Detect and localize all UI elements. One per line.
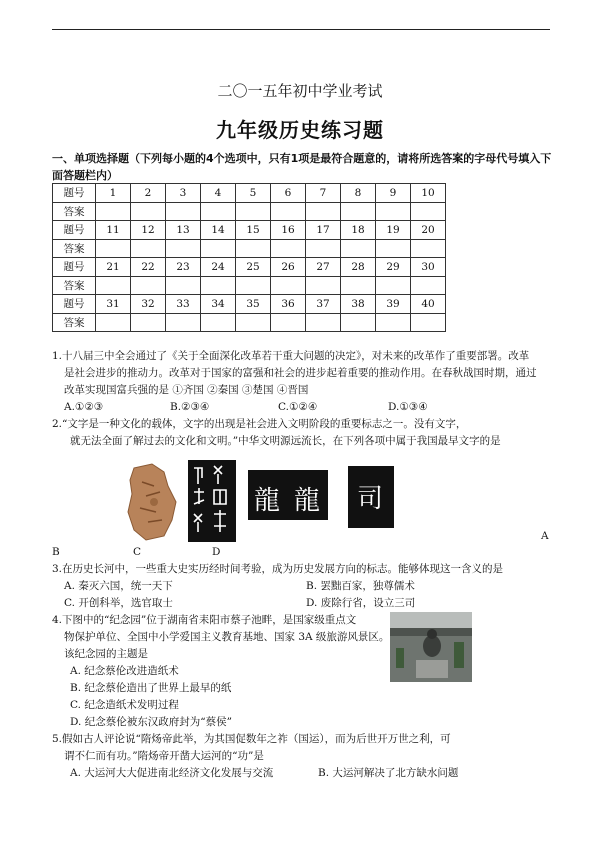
answer-cell[interactable]	[166, 313, 201, 332]
answer-cell[interactable]	[201, 239, 236, 258]
q1-line1: 1.十八届三中全会通过了《关于全面深化改革若干重大问题的决定》，对未来的改革作了重要部署。改革	[52, 350, 530, 362]
answer-cell[interactable]	[341, 202, 376, 221]
answer-cell[interactable]	[376, 239, 411, 258]
question-number-cell: 21	[96, 258, 131, 277]
row-label-number: 题号	[53, 258, 96, 277]
q4-line1: 4.下图中的“纪念园”位于湖南省耒阳市蔡子池畔，是国家级重点文	[52, 614, 357, 626]
q3-option-d: D. 废除行省，设立三司	[306, 597, 416, 609]
answer-table-number-row	[53, 221, 446, 240]
answer-cell[interactable]	[341, 239, 376, 258]
inscription-image	[188, 460, 236, 542]
question-number-cell: 37	[306, 295, 341, 314]
answer-cell[interactable]	[376, 202, 411, 221]
question-number-cell: 3	[166, 184, 201, 203]
question-number-cell: 27	[306, 258, 341, 277]
answer-cell[interactable]	[131, 202, 166, 221]
answer-cell[interactable]	[236, 313, 271, 332]
q2-label-d: D	[212, 546, 221, 558]
answer-cell[interactable]	[96, 202, 131, 221]
answer-cell[interactable]	[236, 202, 271, 221]
question-number-cell: 22	[131, 258, 166, 277]
q3-option-c: C. 开创科举，选官取士	[64, 597, 173, 609]
question-number-cell: 9	[376, 184, 411, 203]
question-number-cell: 31	[96, 295, 131, 314]
question-number-cell: 36	[271, 295, 306, 314]
question-number-cell: 11	[96, 221, 131, 240]
answer-cell[interactable]	[131, 313, 166, 332]
exam-title: 二〇一五年初中学业考试	[217, 82, 383, 100]
q3-option-b: B. 罢黜百家，独尊儒术	[306, 580, 415, 592]
question-number-cell: 39	[376, 295, 411, 314]
question-number-cell: 30	[411, 258, 446, 277]
q1-line2: 是社会进步的推动力。改革对于国家的富强和社会的进步起着重要的推动作用。在春秋战国时期，通过	[64, 367, 537, 379]
q4-option-b: B. 纪念蔡伦造出了世界上最早的纸	[70, 682, 232, 694]
answer-cell[interactable]	[306, 202, 341, 221]
q4-line2: 物保护单位、全国中小学爱国主义教育基地、国家 3A 级旅游风景区。	[64, 631, 390, 643]
question-number-cell: 19	[376, 221, 411, 240]
q5-line1: 5.假如古人评论说“隋炀帝此举，为其国促数年之祚（国运），而为后世开万世之利，可	[52, 733, 451, 745]
row-label-answer: 答案	[53, 202, 96, 221]
row-label-number: 题号	[53, 184, 96, 203]
seal-char-2: 龍	[294, 486, 321, 516]
answer-cell[interactable]	[236, 239, 271, 258]
answer-table-answer-row	[53, 276, 446, 295]
answer-table-number-row	[53, 184, 446, 203]
answer-cell[interactable]	[201, 202, 236, 221]
answer-cell[interactable]	[376, 313, 411, 332]
answer-cell[interactable]	[411, 239, 446, 258]
answer-cell[interactable]	[271, 313, 306, 332]
question-number-cell: 7	[306, 184, 341, 203]
question-number-cell: 24	[201, 258, 236, 277]
question-number-cell: 17	[306, 221, 341, 240]
question-number-cell: 1	[96, 184, 131, 203]
answer-table-number-row	[53, 258, 446, 277]
q4-line3: 该纪念园的主题是	[64, 648, 148, 660]
row-label-answer: 答案	[53, 276, 96, 295]
answer-cell[interactable]	[96, 239, 131, 258]
answer-cell[interactable]	[411, 276, 446, 295]
answer-cell[interactable]	[236, 276, 271, 295]
q3-stem: 3.在历史长河中，一些重大史实历经时间考验，成为历史发展方向的标志。能够体现这一含义的是	[52, 563, 504, 575]
oracle-bone-image	[124, 462, 180, 542]
row-label-answer: 答案	[53, 239, 96, 258]
q4-option-a: A. 纪念蔡伦改进造纸术	[70, 665, 179, 677]
answer-cell[interactable]	[306, 276, 341, 295]
paper-title: 九年级历史练习题	[216, 118, 384, 142]
q2-line2: 就无法全面了解过去的文化和文明。”中华文明源远流长，在下列各项中属于我国最早文字的是	[70, 435, 501, 447]
q2-line1: 2.“文字是一种文化的载体，文字的出现是社会进入文明阶段的重要标志之一。没有文字，	[52, 418, 467, 430]
question-number-cell: 33	[166, 295, 201, 314]
answer-table-number-row	[53, 295, 446, 314]
answer-cell[interactable]	[376, 276, 411, 295]
clerical-script-image	[348, 466, 394, 528]
answer-cell[interactable]	[271, 239, 306, 258]
q2-label-c: C	[133, 546, 142, 558]
q4-option-c: C. 纪念造纸术发明过程	[70, 699, 179, 711]
question-number-cell: 25	[236, 258, 271, 277]
question-number-cell: 4	[201, 184, 236, 203]
question-number-cell: 32	[131, 295, 166, 314]
q1-option-b: B.②③④	[170, 401, 210, 413]
question-number-cell: 18	[341, 221, 376, 240]
q4-option-d: D. 纪念蔡伦被东汉政府封为“蔡侯”	[70, 716, 232, 728]
answer-cell[interactable]	[306, 239, 341, 258]
question-number-cell: 38	[341, 295, 376, 314]
clerical-char: 司	[357, 484, 384, 514]
seal-char-1: 龍	[254, 486, 281, 516]
answer-cell[interactable]	[166, 276, 201, 295]
answer-table-answer-row	[53, 239, 446, 258]
q2-label-b: B	[52, 546, 60, 558]
answer-cell[interactable]	[271, 202, 306, 221]
question-number-cell: 35	[236, 295, 271, 314]
q1-line3: 改革实现国富兵强的是 ①齐国 ②秦国 ③楚国 ④晋国	[64, 384, 309, 396]
answer-cell[interactable]	[341, 313, 376, 332]
question-number-cell: 34	[201, 295, 236, 314]
answer-cell[interactable]	[131, 276, 166, 295]
question-number-cell: 2	[131, 184, 166, 203]
answer-cell[interactable]	[131, 239, 166, 258]
question-number-cell: 20	[411, 221, 446, 240]
q5-option-a: A. 大运河大大促进南北经济文化发展与交流	[70, 767, 274, 779]
section-title: 一、单项选择题（下列每小题的4个选项中，只有1项是最符合题意的，请将所选答案的字母代号填入下面答题栏内）	[52, 152, 552, 182]
question-number-cell: 8	[341, 184, 376, 203]
seal-script-image	[248, 470, 328, 520]
answer-table	[52, 183, 446, 332]
answer-cell[interactable]	[411, 202, 446, 221]
q1-option-c: C.①②④	[278, 401, 318, 413]
answer-cell[interactable]	[271, 276, 306, 295]
question-number-cell: 40	[411, 295, 446, 314]
question-number-cell: 15	[236, 221, 271, 240]
answer-table-answer-row	[53, 313, 446, 332]
question-number-cell: 12	[131, 221, 166, 240]
memorial-photo	[390, 612, 472, 682]
top-rule	[52, 29, 550, 30]
question-number-cell: 14	[201, 221, 236, 240]
q1-option-a: A.①②③	[64, 401, 104, 413]
question-number-cell: 10	[411, 184, 446, 203]
q5-option-b: B. 大运河解决了北方缺水问题	[318, 767, 459, 779]
row-label-answer: 答案	[53, 313, 96, 332]
question-number-cell: 28	[341, 258, 376, 277]
question-number-cell: 26	[271, 258, 306, 277]
answer-cell[interactable]	[166, 202, 201, 221]
question-number-cell: 16	[271, 221, 306, 240]
answer-cell[interactable]	[96, 276, 131, 295]
answer-cell[interactable]	[201, 313, 236, 332]
answer-table-answer-row	[53, 202, 446, 221]
answer-cell[interactable]	[96, 313, 131, 332]
question-number-cell: 29	[376, 258, 411, 277]
answer-cell[interactable]	[166, 239, 201, 258]
answer-cell[interactable]	[341, 276, 376, 295]
row-label-number: 题号	[53, 221, 96, 240]
row-label-number: 题号	[53, 295, 96, 314]
question-number-cell: 13	[166, 221, 201, 240]
q3-option-a: A. 秦灭六国，统一天下	[64, 580, 173, 592]
question-number-cell: 5	[236, 184, 271, 203]
q1-option-d: D.①③④	[388, 401, 428, 413]
question-number-cell: 23	[166, 258, 201, 277]
q2-label-a: A	[541, 530, 549, 542]
q5-line2: 谓不仁而有功。”隋炀帝开凿大运河的“功”是	[64, 750, 264, 762]
answer-cell[interactable]	[411, 313, 446, 332]
question-number-cell: 6	[271, 184, 306, 203]
answer-cell[interactable]	[306, 313, 341, 332]
answer-cell[interactable]	[201, 276, 236, 295]
